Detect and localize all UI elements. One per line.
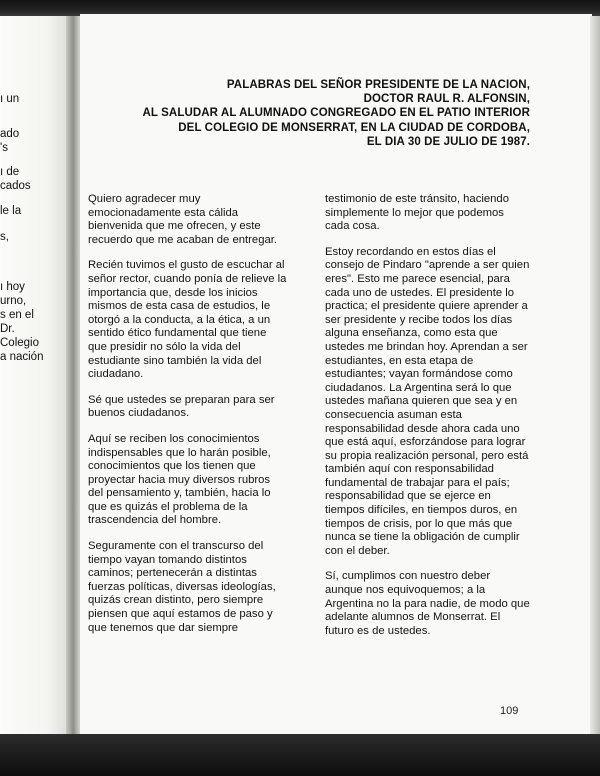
heading-line: EL DIA 30 DE JULIO DE 1987. (366, 135, 530, 148)
facing-page-fragment: s en el (0, 309, 34, 321)
facing-page-fragment: Dr. (0, 323, 15, 335)
paragraph: Aquí se reciben los conocimientos indispensables que lo harán posible, conocimientos que los tienen que proyectar hacia muy diversos rubros del pensamiento y, también, hacia lo que es quizás el problema de la trascendencia del hombre. (88, 432, 271, 527)
facing-page-fragment: ado (0, 128, 20, 140)
page-number: 109 (500, 705, 519, 717)
paragraph: Recién tuvimos el gusto de escuchar al señor rector, cuando ponía de relieve la importancia que, desde los inicios mismos de esta casa de estudios, le otorgó a la conducta, a la ética, a un sentido ético fundamental que tiene que presidir no sólo la vida del estudiante sino también la vida del ciudadano. (88, 259, 287, 381)
heading-line: AL SALUDAR AL ALUMNADO CONGREGADO EN EL PATIO INTERIOR (142, 107, 530, 120)
speech-heading (143, 78, 530, 149)
heading-line: DOCTOR RAUL R. ALFONSIN, (363, 93, 530, 106)
speech-left-column (88, 193, 288, 647)
facing-page-fragment: a nación (0, 351, 44, 363)
facing-page-fragment: Colegio (0, 337, 39, 349)
facing-page-fragment: s, (0, 231, 9, 243)
facing-page-fragment: urno, (0, 295, 27, 307)
paragraph: Sé que ustedes se preparan para ser buenos ciudadanos. (88, 393, 275, 420)
paragraph: Estoy recordando en estos días el consejo de Pindaro "aprende a ser quien eres". Esto me parece esencial, para cada uno de ustedes. El presidente lo practica; el presidente quiere aprender a ser presidente y recibe todos los días alguna enseñanza, como esta que ustedes me brindan hoy. Aprendan a ser estudiantes, en esta etapa de estudiantes; vayan formándose como ciudadanos. La Argentina será lo que ustedes mañana quieren que sea y en consecuencia asuman esta responsabilidad desde ahora cada uno que está aquí, esforzándose para lograr su propia realización personal, pero está también aquí con responsabilidad fundamental de trabajar para el país; responsabilidad que se ejerce en tiempos difíciles, en tiempos duros, en tiempos de crisis, por lo que más que nunca se tiene la obligación de cumplir con el deber. (325, 245, 530, 557)
heading-line: PALABRAS DEL SEÑOR PRESIDENTE DE LA NACION, (226, 79, 530, 91)
heading-line: DEL COLEGIO DE MONSERRAT, EN LA CIUDAD DE CORDOBA, (178, 121, 530, 134)
facing-page-fragment: cados (0, 180, 31, 192)
facing-page-fragment: le la (0, 205, 22, 217)
facing-page-edge (0, 16, 68, 734)
page-right-edge (590, 16, 600, 734)
facing-page-fragment: ı de (0, 166, 20, 178)
facing-page-fragment: ı un (0, 93, 20, 105)
paragraph: testimonio de este tránsito, haciendo simplemente lo mejor que podemos cada cosa. (325, 193, 509, 233)
facing-page-fragment: ı hoy (0, 281, 25, 293)
facing-page-fragment: 's (0, 142, 8, 154)
speech-right-column (325, 193, 530, 650)
paragraph: Seguramente con el transcurso del tiempo vayan tomando distintos caminos; pertenecerán a distintas fuerzas políticas, diversas ideologías, quizás crean distinto, pero siempre piensen que aquí estamos de paso y que tenemos que dar siempre (88, 540, 276, 634)
scan-bottom-border (0, 734, 600, 776)
paragraph: Sí, cumplimos con nuestro deber aunque nos equivoquemos; a la Argentina no la para nadie, de modo que adelante alumnos de Monserrat. El futuro es de ustedes. (325, 570, 530, 637)
paragraph: Quiero agradecer muy emocionadamente esta cálida bienvenida que me ofrecen, y este recuerdo que me acaban de entregar. (88, 193, 278, 246)
